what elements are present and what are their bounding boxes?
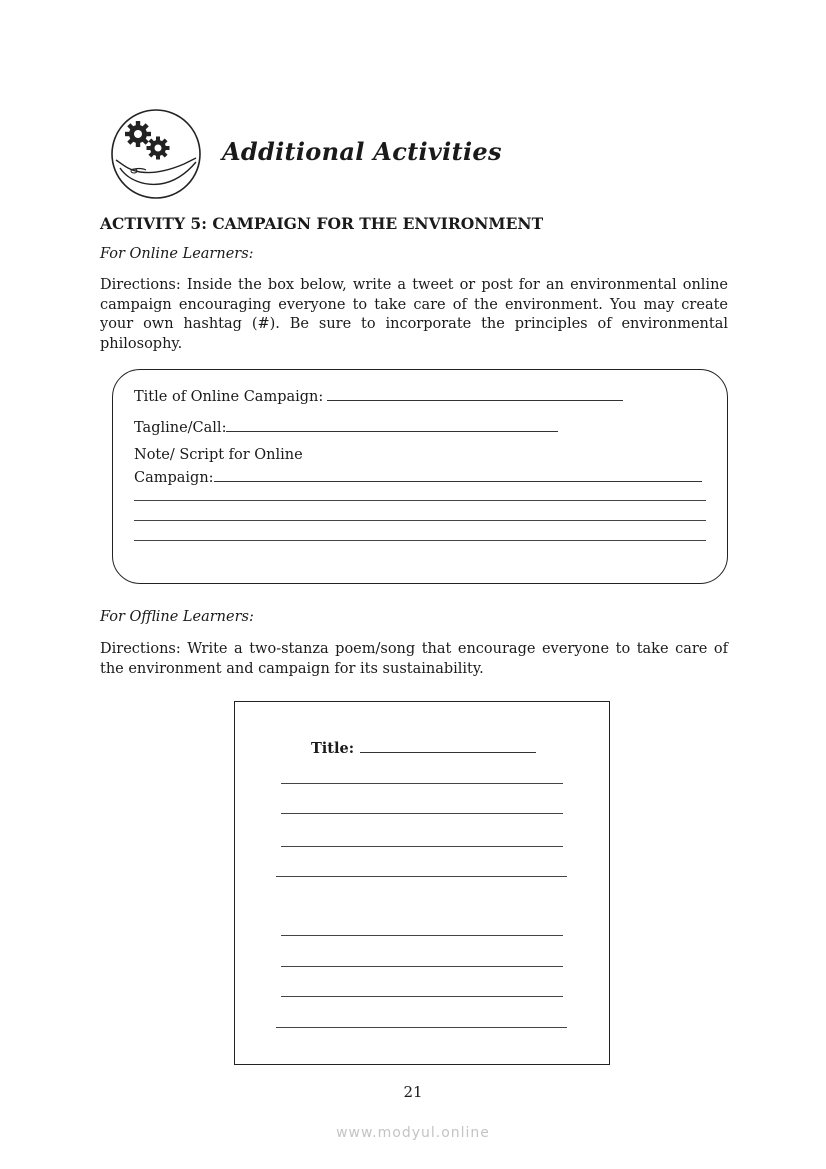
- note-script-line[interactable]: [214, 467, 702, 482]
- poem-line[interactable]: [281, 846, 563, 847]
- poem-line[interactable]: [281, 966, 563, 967]
- page-number: 21: [403, 1083, 423, 1101]
- offline-directions: Directions: Write a two-stanza poem/song that encourage everyone to take care of the environment and campaign for its sustainability.: [100, 641, 728, 677]
- campaign-title-label: Title of Online Campaign:: [134, 389, 324, 405]
- poem-line[interactable]: [281, 813, 563, 814]
- note-script-label-1: Note/ Script for Online: [134, 447, 303, 463]
- tagline-line[interactable]: [226, 417, 558, 432]
- poem-line[interactable]: [281, 783, 563, 784]
- online-directions: Directions: Inside the box below, write a tweet or post for an environmental online campaign encouraging everyone to take care of the environment. You may create your own hashtag (#). Be sure to incorporate the principles of environmental philosophy.: [100, 277, 728, 352]
- poem-line[interactable]: [281, 996, 563, 997]
- page-title: Additional Activities: [222, 137, 502, 166]
- note-script-label-2: Campaign:: [134, 470, 214, 486]
- writing-line[interactable]: [134, 540, 706, 541]
- poem-line[interactable]: [281, 935, 563, 936]
- tagline-field[interactable]: [134, 417, 558, 436]
- poem-title-line[interactable]: [360, 738, 536, 753]
- campaign-title-field[interactable]: [134, 386, 623, 405]
- gears-in-hand-icon: [110, 108, 202, 200]
- writing-line[interactable]: [134, 520, 706, 521]
- watermark: www.modyul.online: [336, 1125, 490, 1141]
- poem-title-field[interactable]: [311, 738, 536, 757]
- poem-line[interactable]: [276, 1027, 567, 1028]
- poem-line[interactable]: [276, 876, 567, 877]
- writing-line[interactable]: [134, 500, 706, 501]
- offline-learners-label: For Offline Learners:: [100, 609, 254, 625]
- campaign-title-line[interactable]: [327, 386, 623, 401]
- online-learners-label: For Online Learners:: [100, 246, 254, 262]
- note-script-field[interactable]: [134, 467, 702, 486]
- poem-title-label: Title:: [311, 740, 355, 757]
- tagline-label: Tagline/Call:: [134, 420, 227, 436]
- activity-title: ACTIVITY 5: CAMPAIGN FOR THE ENVIRONMENT: [100, 214, 544, 233]
